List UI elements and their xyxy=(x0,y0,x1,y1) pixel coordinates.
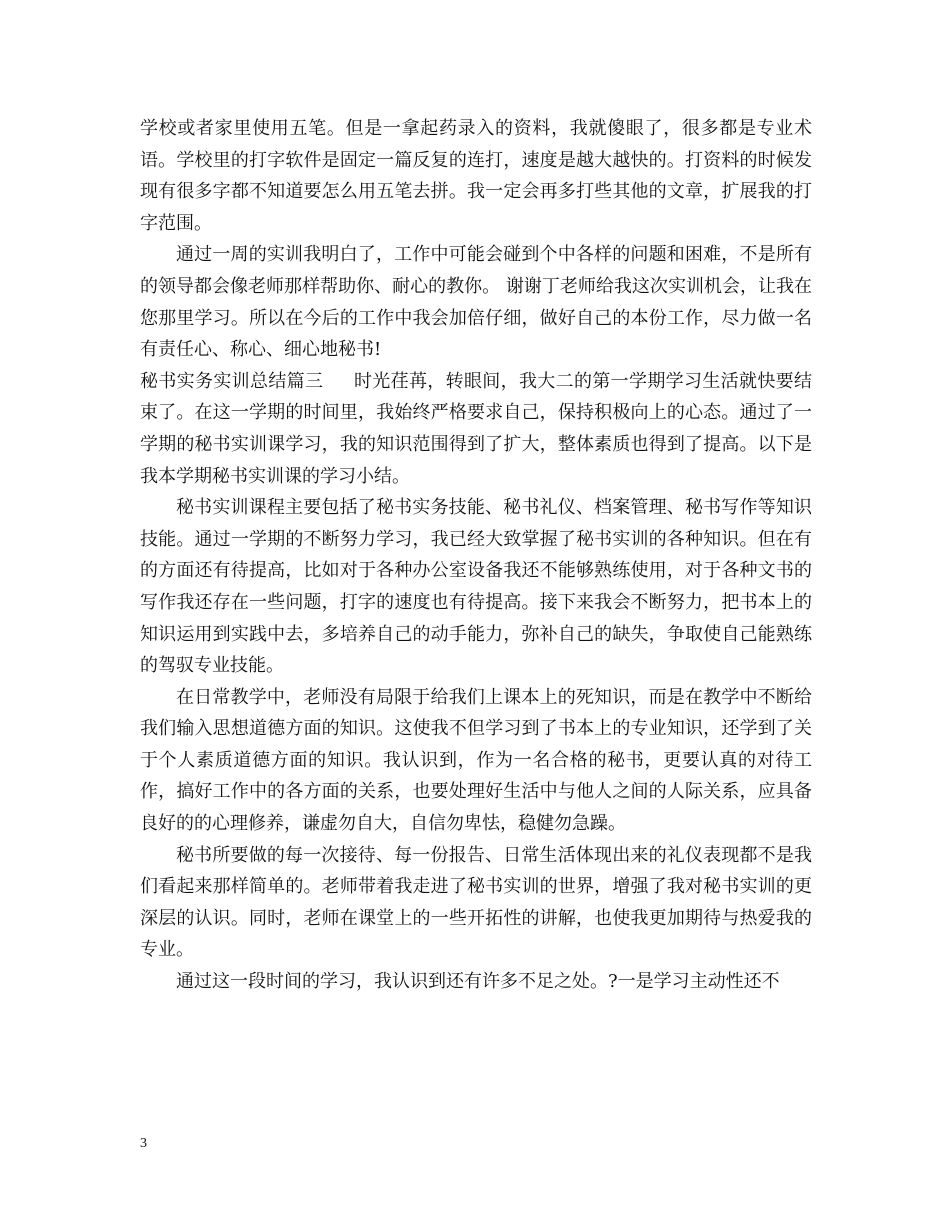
paragraph-6-text: 秘书所要做的每一次接待、每一份报告、日常生活体现出来的礼仪表现都不是我们看起来那样简单的。老师带着我走进了秘书实训的世界，增强了我对秘书实训的更深层的认识。同时，老师在课堂上的一些开拓性的讲解，也使我更加期待与热爱我的专业。 xyxy=(140,844,812,961)
document-body xyxy=(140,113,812,998)
paragraph-4-text: 秘书实训课程主要包括了秘书实务技能、秘书礼仪、档案管理、秘书写作等知识技能。通过一学期的不断努力学习，我已经大致掌握了秘书实训的各种知识。但在有的方面还有待提高，比如对于各种办公室设备我还不能够熟练使用，对于各种文书的写作我还存在一些问题，打字的速度也有待提高。接下来我会不断努力，把书本上的知识运用到实践中去，多培养自己的动手能力，弥补自己的缺失，争取使自己能熟练的驾驭专业技能。 xyxy=(140,497,812,677)
paragraph-3-text: 时光荏苒，转眼间，我大二的第一学期学习生活就快要结束了。在这一学期的时间里，我始终严格要求自己，保持积极向上的心态。通过了一学期的秘书实训课学习，我的知识范围得到了扩大，整体素质也得到了提高。以下是我本学期秘书实训课的学习小结。 xyxy=(140,370,813,487)
paragraph-2 xyxy=(140,239,812,365)
paragraph-5-text: 在日常教学中，老师没有局限于给我们上课本上的死知识，而是在教学中不断给我们输入思想道德方面的知识。这使我不但学习到了书本上的专业知识，还学到了关于个人素质道德方面的知识。我认识到，作为一名合格的秘书，更要认真的对待工作，搞好工作中的各方面的关系，也要处理好生活中与他人之间的人际关系，应具备良好的的心理修养，谦虚勿自大，自信勿卑怯，稳健勿急躁。 xyxy=(140,686,812,835)
paragraph-3 xyxy=(140,366,812,492)
paragraph-1 xyxy=(140,113,812,239)
paragraph-7 xyxy=(140,966,812,998)
paragraph-2-text: 通过一周的实训我明白了，工作中可能会碰到个中各样的问题和困难，不是所有的领导都会像老师那样帮助你、耐心的教你。 谢谢丁老师给我这次实训机会，让我在您那里学习。所以在今后的工作中我会加倍仔细，做好自己的本份工作，尽力做一名有责任心、称心、细心地秘书! xyxy=(140,244,812,361)
section-heading: 秘书实务实训总结篇三 xyxy=(140,370,324,392)
paragraph-7-text: 通过这一段时间的学习，我认识到还有许多不足之处。?一是学习主动性还不 xyxy=(176,971,780,993)
paragraph-6 xyxy=(140,840,812,966)
paragraph-4 xyxy=(140,492,812,682)
paragraph-5 xyxy=(140,682,812,840)
paragraph-1-text: 学校或者家里使用五笔。但是一拿起药录入的资料，我就傻眼了，很多都是专业术语。学校里的打字软件是固定一篇反复的连打，速度是越大越快的。打资料的时候发现有很多字都不知道要怎么用五笔去拼。我一定会再多打些其他的文章，扩展我的打字范围。 xyxy=(140,118,812,234)
page-number: 3 xyxy=(140,1136,147,1151)
